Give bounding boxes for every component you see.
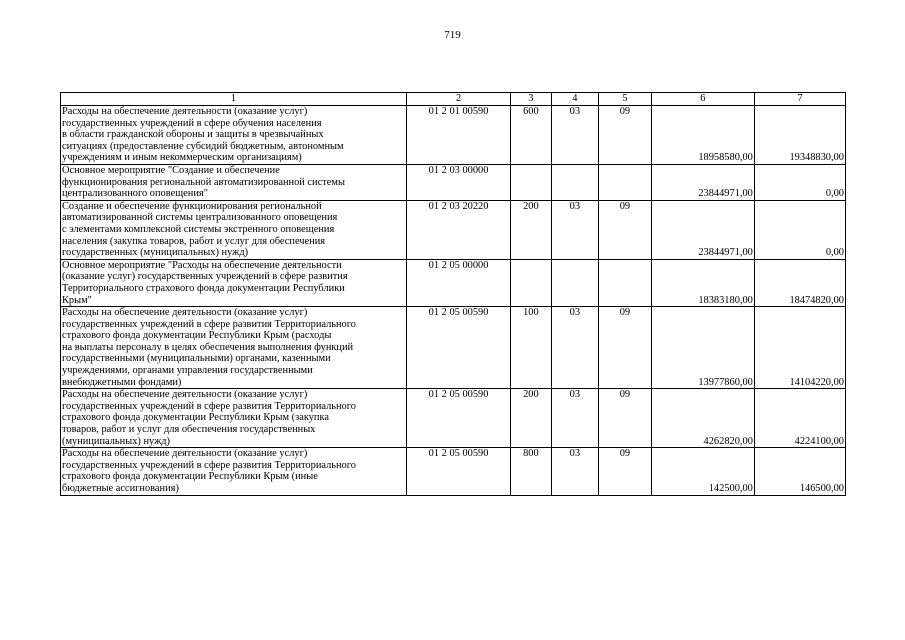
table-row bbox=[61, 106, 846, 165]
row-code: 01 2 05 00590 bbox=[406, 307, 510, 389]
col-header: 6 bbox=[651, 93, 754, 106]
col-header: 4 bbox=[551, 93, 599, 106]
table-row bbox=[61, 448, 846, 495]
header-row bbox=[61, 93, 846, 106]
row-name: Основное мероприятие "Расходы на обеспечение деятельности (оказание услуг) государственных учреждений в сфере развития Территориального страхового фонда документации Республики Крым" bbox=[61, 259, 407, 306]
row-expense-type: 200 bbox=[511, 200, 551, 259]
row-section bbox=[551, 259, 599, 306]
row-amount-year1: 13977860,00 bbox=[651, 307, 754, 389]
row-name: Расходы на обеспечение деятельности (оказание услуг) государственных учреждений в сфере развития Территориального страхового фонда документации Республики Крым (иные бюджетные ассигнования) bbox=[61, 448, 407, 495]
row-amount-year2: 0,00 bbox=[754, 200, 845, 259]
row-section: 03 bbox=[551, 448, 599, 495]
row-section bbox=[551, 164, 599, 200]
budget-table bbox=[60, 92, 846, 496]
row-code: 01 2 03 00000 bbox=[406, 164, 510, 200]
row-expense-type bbox=[511, 259, 551, 306]
table-row bbox=[61, 307, 846, 389]
table-row bbox=[61, 200, 846, 259]
row-amount-year2: 0,00 bbox=[754, 164, 845, 200]
row-section: 03 bbox=[551, 200, 599, 259]
row-amount-year1: 4262820,00 bbox=[651, 389, 754, 448]
row-section: 03 bbox=[551, 106, 599, 165]
row-expense-type: 800 bbox=[511, 448, 551, 495]
row-amount-year1: 23844971,00 bbox=[651, 164, 754, 200]
row-code: 01 2 03 20220 bbox=[406, 200, 510, 259]
row-name: Создание и обеспечение функционирования региональной автоматизированной системы централизованного оповещения с элементами комплексной системы экстренного оповещения населения (закупка товаров, работ и услуг для обеспечения государственных (муниципальных) нужд) bbox=[61, 200, 407, 259]
row-amount-year1: 142500,00 bbox=[651, 448, 754, 495]
table-row bbox=[61, 389, 846, 448]
row-amount-year2: 4224100,00 bbox=[754, 389, 845, 448]
row-name: Расходы на обеспечение деятельности (оказание услуг) государственных учреждений в сфере обучения населения в области гражданской обороны и защиты в чрезвычайных ситуациях (предоставление субсидий бюджетным, автономным учреждениям и иным некоммерческим организациям) bbox=[61, 106, 407, 165]
col-header: 1 bbox=[61, 93, 407, 106]
row-expense-type: 200 bbox=[511, 389, 551, 448]
row-amount-year1: 23844971,00 bbox=[651, 200, 754, 259]
col-header: 3 bbox=[511, 93, 551, 106]
row-subsection: 09 bbox=[599, 307, 652, 389]
table-row bbox=[61, 164, 846, 200]
col-header: 5 bbox=[599, 93, 652, 106]
row-code: 01 2 05 00590 bbox=[406, 448, 510, 495]
row-amount-year2: 14104220,00 bbox=[754, 307, 845, 389]
row-expense-type bbox=[511, 164, 551, 200]
row-amount-year2: 146500,00 bbox=[754, 448, 845, 495]
row-expense-type: 600 bbox=[511, 106, 551, 165]
row-name: Основное мероприятие "Создание и обеспечение функционирования региональной автоматизированной системы централизованного оповещения" bbox=[61, 164, 407, 200]
row-section: 03 bbox=[551, 307, 599, 389]
page-number: 719 bbox=[444, 29, 461, 41]
col-header: 2 bbox=[406, 93, 510, 106]
row-amount-year2: 18474820,00 bbox=[754, 259, 845, 306]
row-subsection bbox=[599, 164, 652, 200]
row-subsection: 09 bbox=[599, 106, 652, 165]
row-section: 03 bbox=[551, 389, 599, 448]
row-subsection: 09 bbox=[599, 448, 652, 495]
table-row bbox=[61, 259, 846, 306]
row-subsection: 09 bbox=[599, 200, 652, 259]
row-amount-year2: 19348830,00 bbox=[754, 106, 845, 165]
row-name: Расходы на обеспечение деятельности (оказание услуг) государственных учреждений в сфере развития Территориального страхового фонда документации Республики Крым (расходы на выплаты персоналу в целях обеспечения выполнения функций государственными (муниципальными) органами, казенными учреждениями, органами управления государственными внебюджетными фондами) bbox=[61, 307, 407, 389]
row-code: 01 2 05 00000 bbox=[406, 259, 510, 306]
col-header: 7 bbox=[754, 93, 845, 106]
row-amount-year1: 18383180,00 bbox=[651, 259, 754, 306]
row-subsection bbox=[599, 259, 652, 306]
row-amount-year1: 18958580,00 bbox=[651, 106, 754, 165]
row-name: Расходы на обеспечение деятельности (оказание услуг) государственных учреждений в сфере развития Территориального страхового фонда документации Республики Крым (закупка товаров, работ и услуг для обеспечения государственных (муниципальных) нужд) bbox=[61, 389, 407, 448]
row-code: 01 2 05 00590 bbox=[406, 389, 510, 448]
row-expense-type: 100 bbox=[511, 307, 551, 389]
row-code: 01 2 01 00590 bbox=[406, 106, 510, 165]
row-subsection: 09 bbox=[599, 389, 652, 448]
